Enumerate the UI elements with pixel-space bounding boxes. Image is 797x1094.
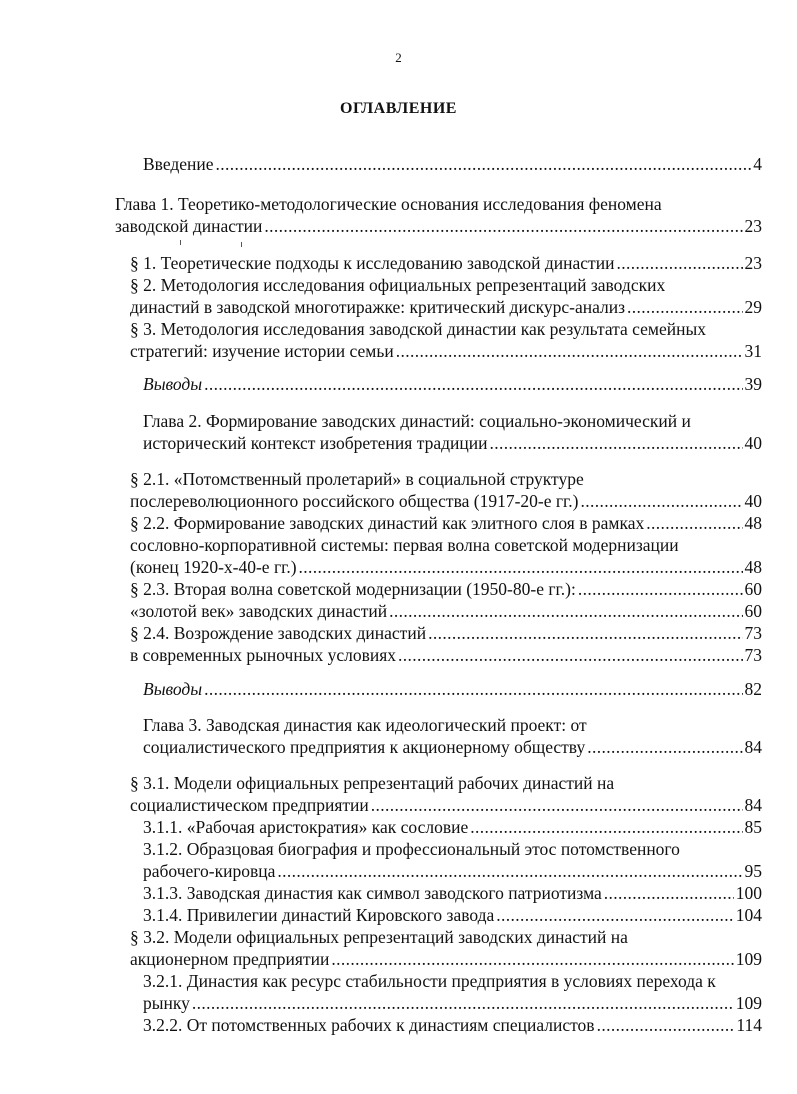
leader-dots xyxy=(580,490,742,512)
toc-entry-3-1-1[interactable]: 3.1.1. «Рабочая аристократия» как сословие . . . 85 xyxy=(143,816,762,838)
leader-dots xyxy=(299,556,743,578)
toc-entry-3-1-2[interactable]: 3.1.2. Образцовая биография и профессиональный этос потомственного xyxy=(143,839,680,859)
toc-entry-section-2-1[interactable]: § 2.1. «Потомственный пролетарий» в социальной структуре xyxy=(130,469,584,489)
leader-dots xyxy=(204,678,742,700)
leader-dots xyxy=(192,992,734,1014)
toc-entry-section-3[interactable]: § 3. Методология исследования заводской династии как результата семейных xyxy=(130,319,706,339)
toc-entry-conclusions-2[interactable]: Выводы . . . 82 xyxy=(143,678,762,700)
toc-entry-3-2-2[interactable]: 3.2.2. От потомственных рабочих к династиям специалистов . . . 114 xyxy=(143,1014,762,1036)
leader-dots xyxy=(616,252,742,274)
toc-entry-section-2-2-cont[interactable]: сословно-корпоративной системы: первая волна советской модернизации xyxy=(130,535,679,555)
toc-entry-section-2-2[interactable]: § 2.2. Формирование заводских династий как элитного слоя в рамках . . . 48 xyxy=(130,512,762,534)
leader-dots xyxy=(398,644,742,666)
leader-dots xyxy=(277,860,742,882)
leader-dots xyxy=(489,432,742,454)
toc-entry-section-1[interactable]: § 1. Теоретические подходы к исследованию заводской династии . . . 23 xyxy=(130,252,762,274)
scan-mark xyxy=(180,240,181,245)
toc-entry-section-2[interactable]: § 2. Методология исследования официальных репрезентаций заводских xyxy=(130,275,666,295)
leader-dots xyxy=(597,1014,735,1036)
toc-title: ОГЛАВЛЕНИЕ xyxy=(340,100,457,117)
toc-entry-3-2-1-cont[interactable]: рынку . . . 109 xyxy=(143,992,762,1014)
toc-entry-section-3-2[interactable]: § 3.2. Модели официальных репрезентаций заводских династий на xyxy=(130,927,628,947)
toc-entry-section-2-1-cont[interactable]: послереволюционного российского общества (1917-20-е гг.) . . . 40 xyxy=(130,490,762,512)
leader-dots xyxy=(587,736,742,758)
scan-mark xyxy=(241,242,242,247)
toc-entry-chapter-2-cont[interactable]: исторический контекст изобретения традиции . . . 40 xyxy=(143,432,762,454)
leader-dots xyxy=(216,153,752,175)
leader-dots xyxy=(389,600,742,622)
toc-entry-3-2-1[interactable]: 3.2.1. Династия как ресурс стабильности предприятия в условиях перехода к xyxy=(143,971,716,991)
toc-entry-section-3-cont[interactable]: стратегий: изучение истории семьи . . . 31 xyxy=(130,340,762,362)
toc-entry-chapter-3-cont[interactable]: социалистического предприятия к акционерному обществу . . . 84 xyxy=(143,736,762,758)
toc-entry-chapter-1-cont[interactable]: заводской династии . . . 23 xyxy=(115,215,762,237)
toc-entry-section-2-cont[interactable]: династий в заводской многотиражке: критический дискурс-анализ . . . 29 xyxy=(130,296,762,318)
leader-dots xyxy=(470,816,742,838)
leader-dots xyxy=(264,215,742,237)
toc-entry-section-2-4[interactable]: § 2.4. Возрождение заводских династий . . . 73 xyxy=(130,622,762,644)
toc-entry-section-2-4-cont[interactable]: в современных рыночных условиях . . . 73 xyxy=(130,644,762,666)
leader-dots xyxy=(396,340,743,362)
leader-dots xyxy=(627,296,742,318)
toc-entry-section-3-1-cont[interactable]: социалистическом предприятии . . . 84 xyxy=(130,794,762,816)
leader-dots xyxy=(428,622,742,644)
toc-entry-section-3-1[interactable]: § 3.1. Модели официальных репрезентаций рабочих династий на xyxy=(130,773,615,793)
toc-entry-chapter-3[interactable]: Глава 3. Заводская династия как идеологический проект: от xyxy=(143,715,587,735)
leader-dots xyxy=(331,948,733,970)
toc-entry-chapter-2[interactable]: Глава 2. Формирование заводских династий: социально-экономический и xyxy=(143,411,691,431)
toc-entry-section-3-2-cont[interactable]: акционерном предприятии . . . 109 xyxy=(130,948,762,970)
toc-entry-3-1-3[interactable]: 3.1.3. Заводская династия как символ заводского патриотизма . . . 100 xyxy=(143,882,762,904)
leader-dots xyxy=(604,882,734,904)
toc-entry-conclusions-1[interactable]: Выводы . . . 39 xyxy=(143,373,762,395)
toc-entry-section-2-3[interactable]: § 2.3. Вторая волна советской модернизации (1950-80-е гг.): . . . 60 xyxy=(130,578,762,600)
leader-dots xyxy=(204,373,742,395)
toc-entry-section-2-2-cont2[interactable]: (конец 1920-х-40-е гг.) . . . 48 xyxy=(130,556,762,578)
toc-entry-introduction[interactable]: Введение . . . 4 xyxy=(143,153,762,175)
leader-dots xyxy=(371,794,743,816)
leader-dots xyxy=(496,904,733,926)
leader-dots xyxy=(646,512,742,534)
toc-entry-3-1-2-cont[interactable]: рабочего-кировца . . . 95 xyxy=(143,860,762,882)
toc-entry-chapter-1[interactable]: Глава 1. Теоретико-методологические основания исследования феномена xyxy=(115,194,662,214)
toc-entry-3-1-4[interactable]: 3.1.4. Привилегии династий Кировского завода . . . 104 xyxy=(143,904,762,926)
leader-dots xyxy=(578,578,743,600)
page-number: 2 xyxy=(395,50,402,65)
toc-entry-section-2-3-cont[interactable]: «золотой век» заводских династий . . . 60 xyxy=(130,600,762,622)
